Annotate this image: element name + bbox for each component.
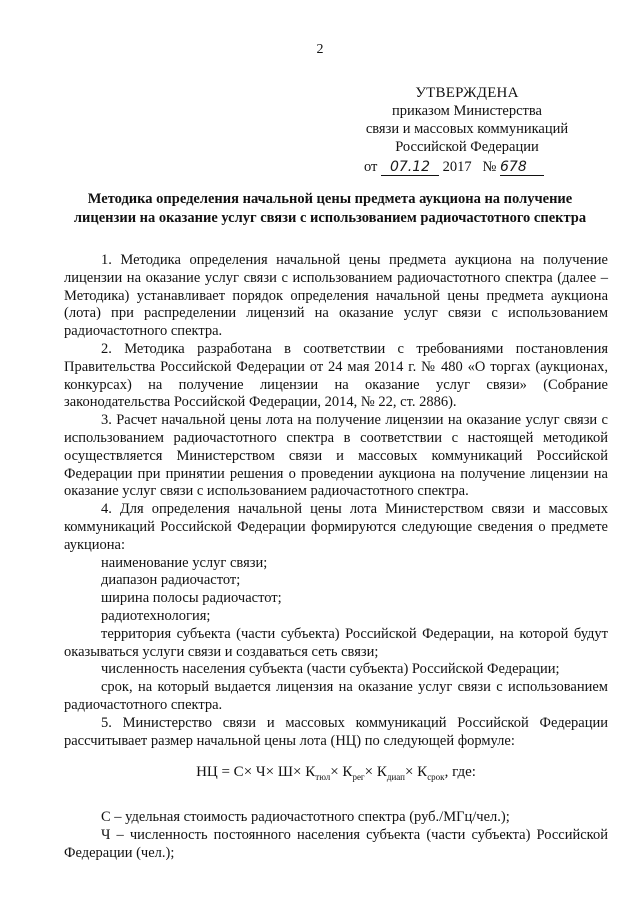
- document-title: Методика определения начальной цены предмета аукциона на получение лицензии на оказание услуг связи с использованием радиочастотного спектра: [73, 191, 587, 226]
- approval-year: 2017: [442, 159, 472, 175]
- document-body: [64, 252, 608, 863]
- approval-block: [352, 84, 582, 176]
- list-item: численность населения субъекта (части субъекта) Российской Федерации;: [101, 661, 560, 678]
- list-item: радиотехнология;: [101, 607, 211, 624]
- paragraph-2: 2. Методика разработана в соответствии с требованиями постановления Правительства Российской Федерации от 24 мая 2014 г. № 480 «О торгах (аукционах, конкурсах) на получение лицензии на оказание услуг связи» (Собрание законодательства Российской Федерации, 2014, № 22, ст. 2886).: [64, 340, 608, 411]
- handwritten-number: 678: [500, 160, 544, 176]
- paragraph-1: 1. Методика определения начальной цены предмета аукциона на получение лицензии на оказание услуг связи с использованием радиочастотного спектра (далее – Методика) устанавливает порядок определения начальной цены предмета аукциона (лота) при распределении лицензий на оказание услуг связи с использованием радиочастотного спектра.: [64, 252, 608, 340]
- list-item: ширина полосы радиочастот;: [101, 590, 282, 607]
- approval-line-2: связи и массовых коммуникаций: [365, 121, 569, 137]
- price-formula: НЦ = $С\times Ч\times Ш\times К_{тюл}\times К_{рег}\times К_{диап}\times К_{срок}$, где:: [196, 764, 476, 783]
- handwritten-date: 07.12: [381, 160, 439, 176]
- paragraph-5: 5. Министерство связи и массовых коммуникаций Российской Федерации рассчитывает размер начальной цены лота (НЦ) по следующей формуле:: [64, 714, 608, 749]
- page-number: 2: [316, 42, 324, 57]
- approval-line-3: Российской Федерации: [395, 139, 539, 155]
- definition-c: С – удельная стоимость радиочастотного спектра (руб./МГц/чел.);: [101, 809, 510, 826]
- list-item: территория субъекта (части субъекта) Российской Федерации, на которой будут оказываться услуги связи и создаваться сеть связи;: [64, 625, 608, 660]
- approval-line-1: приказом Министерства: [392, 103, 542, 119]
- approval-heading: УТВЕРЖДЕНА: [415, 85, 519, 101]
- definition-ch: Ч – численность постоянного населения субъекта (части субъекта) Российской Федерации (чел.);: [64, 826, 608, 861]
- number-sign: №: [482, 159, 497, 175]
- list-item: срок, на который выдается лицензия на оказание услуг связи с использованием радиочастотного спектра.: [64, 679, 608, 713]
- paragraph-3: 3. Расчет начальной цены лота на получение лицензии на оказание услуг связи с использованием радиочастотного спектра в соответствии с настоящей методикой осуществляется Министерством связи и массовых коммуникаций Российской Федерации при принятии решения о проведении аукциона на получение лицензии на оказание услуг связи с использованием радиочастотного спектра.: [64, 412, 608, 500]
- paragraph-4: 4. Для определения начальной цены лота Министерством связи и массовых коммуникаций Российской Федерации формируются следующие сведения о предмете аукциона:: [64, 501, 608, 553]
- date-prefix: от: [364, 159, 378, 175]
- approval-dateline: [352, 158, 582, 176]
- list-item: наименование услуг связи;: [101, 554, 268, 571]
- list-item: диапазон радиочастот;: [101, 572, 241, 589]
